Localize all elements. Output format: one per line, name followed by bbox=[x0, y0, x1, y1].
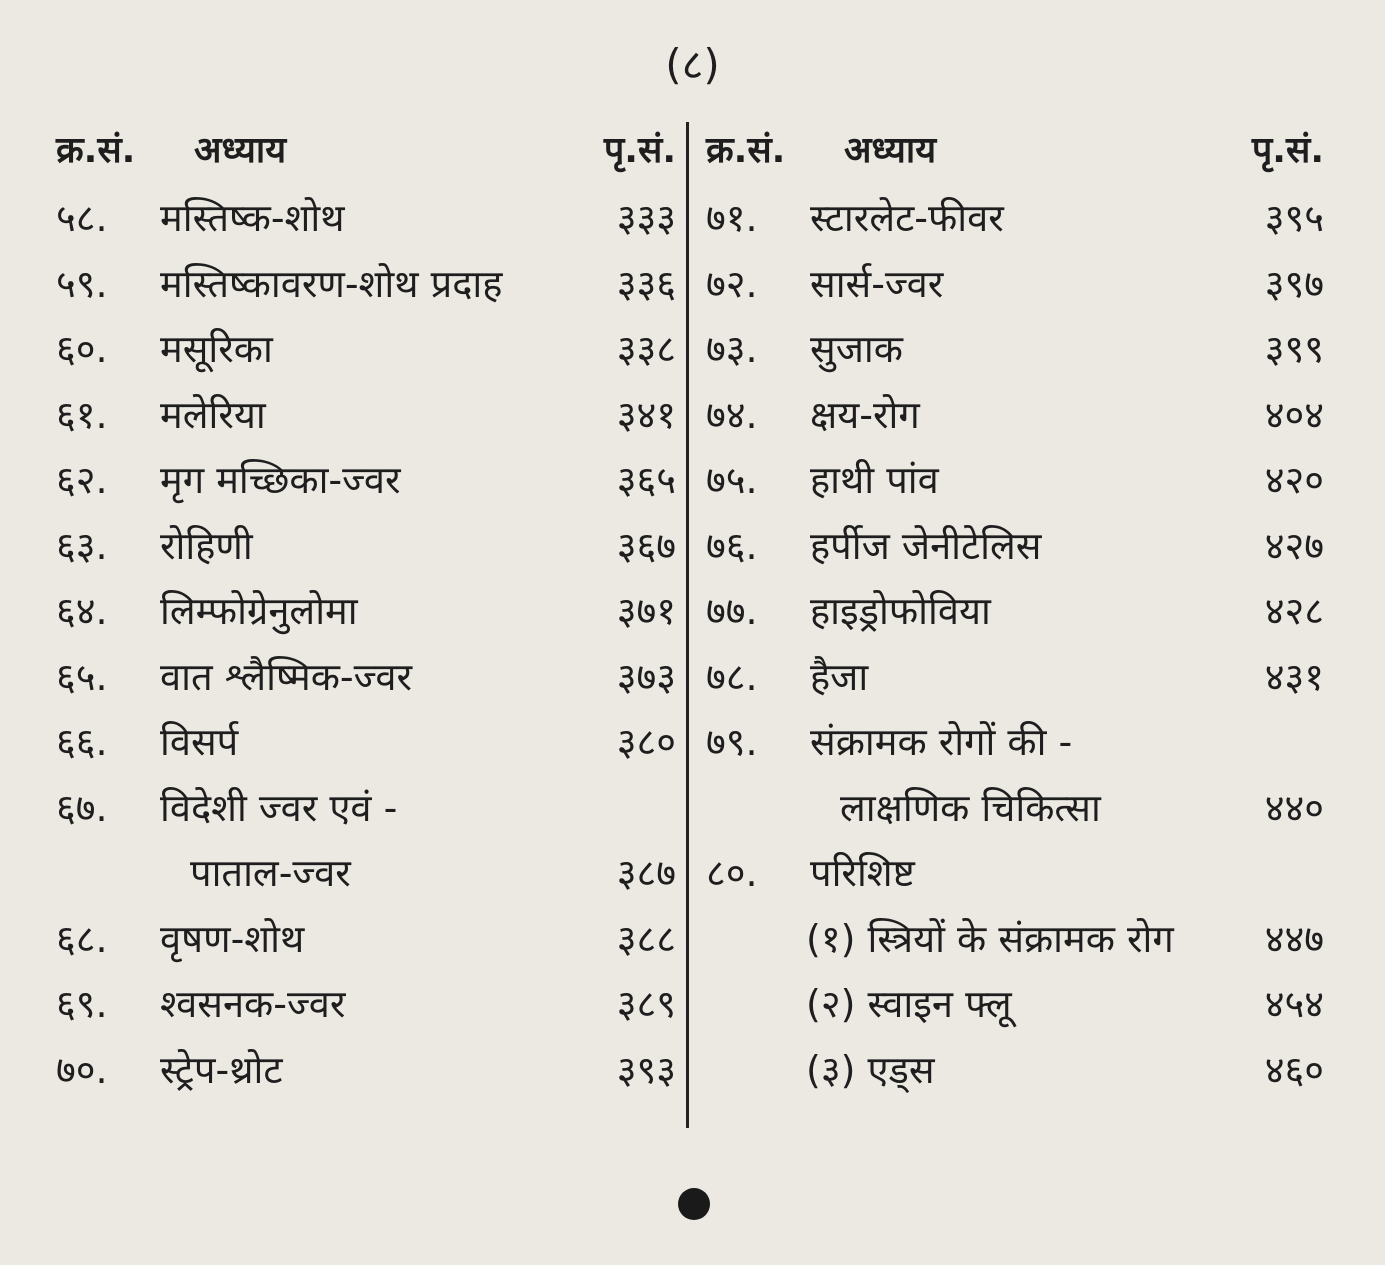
entry-number: ६२. bbox=[56, 458, 108, 502]
toc-subentry bbox=[706, 1038, 1324, 1104]
entry-page: ४६० bbox=[1264, 1047, 1324, 1092]
entry-title: मृग मच्छिका-ज्वर bbox=[160, 458, 401, 502]
entry-number: ६६. bbox=[56, 720, 108, 764]
toc-entry bbox=[56, 448, 676, 514]
entry-title: सुजाक bbox=[810, 327, 903, 371]
entry-page: ३३३ bbox=[616, 196, 676, 240]
entry-title: पाताल-ज्वर bbox=[190, 851, 351, 895]
entry-number: ६७. bbox=[56, 785, 108, 830]
entry-page: ३८९ bbox=[616, 982, 676, 1026]
entry-page: ४२८ bbox=[1264, 589, 1324, 633]
toc-entry bbox=[56, 186, 676, 252]
toc-entry bbox=[706, 579, 1324, 645]
entry-page: ४२७ bbox=[1264, 523, 1324, 568]
entry-title: स्टारलेट-फीवर bbox=[810, 196, 1004, 240]
entry-title: (१) स्त्रियों के संक्रामक रोग bbox=[806, 916, 1174, 961]
entry-number: ७८. bbox=[706, 654, 758, 699]
toc-entry bbox=[56, 514, 676, 580]
toc-entry bbox=[56, 1038, 676, 1104]
entry-number: ७७. bbox=[706, 589, 758, 633]
toc-entry bbox=[56, 972, 676, 1038]
entry-number: ७३. bbox=[706, 327, 758, 371]
entry-page: ३७१ bbox=[616, 589, 676, 633]
entry-title: वृषण-शोथ bbox=[160, 916, 305, 961]
entry-title: लिम्फोग्रेनुलोमा bbox=[160, 589, 358, 633]
entry-page: ३६५ bbox=[616, 458, 676, 502]
toc-entry bbox=[56, 252, 676, 318]
page-header: पृ.सं. bbox=[603, 130, 676, 171]
right-entry-list bbox=[706, 186, 1324, 1103]
entry-title: मलेरिया bbox=[160, 392, 266, 437]
right-column bbox=[706, 120, 1324, 1103]
entry-page: ४०४ bbox=[1264, 392, 1324, 437]
entry-title: विसर्प bbox=[160, 720, 239, 764]
entry-number: ५९. bbox=[56, 261, 108, 306]
entry-number: ६०. bbox=[56, 327, 108, 371]
entry-number: ७५. bbox=[706, 458, 758, 502]
entry-page: ४२० bbox=[1264, 458, 1324, 502]
chapter-header: अध्याय bbox=[194, 130, 287, 171]
entry-page: ३६७ bbox=[616, 523, 676, 568]
entry-title: मस्तिष्क-शोथ bbox=[160, 196, 345, 240]
toc-entry bbox=[706, 514, 1324, 580]
entry-number: ७१. bbox=[706, 196, 758, 240]
toc-entry bbox=[56, 579, 676, 645]
left-column bbox=[56, 120, 676, 1103]
entry-title: हाथी पांव bbox=[810, 458, 939, 502]
left-header bbox=[56, 120, 676, 182]
entry-page: ४३१ bbox=[1264, 654, 1324, 699]
entry-page: ३९९ bbox=[1264, 327, 1324, 371]
toc-entry bbox=[56, 317, 676, 383]
entry-title: मस्तिष्कावरण-शोथ प्रदाह bbox=[160, 261, 503, 306]
entry-number: ५८. bbox=[56, 196, 108, 240]
toc-entry bbox=[56, 776, 676, 842]
entry-title: विदेशी ज्वर एवं - bbox=[160, 785, 398, 830]
entry-page: ३८७ bbox=[616, 851, 676, 895]
toc-entry bbox=[706, 186, 1324, 252]
left-entry-list bbox=[56, 186, 676, 1103]
entry-number: ६५. bbox=[56, 654, 108, 699]
toc-entry-continuation bbox=[706, 776, 1324, 842]
entry-page: ३९५ bbox=[1264, 196, 1324, 240]
entry-title: मसूरिका bbox=[160, 327, 273, 371]
entry-page: ३८८ bbox=[616, 916, 676, 961]
toc-entry bbox=[706, 383, 1324, 449]
entry-number: ७२. bbox=[706, 261, 758, 306]
toc-entry bbox=[706, 252, 1324, 318]
entry-number: ६४. bbox=[56, 589, 108, 633]
entry-title: परिशिष्ट bbox=[810, 851, 915, 895]
entry-number: ८०. bbox=[706, 851, 758, 895]
entry-title: हाइड्रोफोविया bbox=[810, 589, 991, 633]
entry-title: संक्रामक रोगों की - bbox=[810, 720, 1073, 764]
column-divider bbox=[686, 122, 689, 1128]
toc-entry bbox=[56, 383, 676, 449]
entry-title: (२) स्वाइन फ्लू bbox=[806, 982, 1012, 1026]
entry-number: ७९. bbox=[706, 720, 758, 764]
entry-page: ३३८ bbox=[616, 327, 676, 371]
entry-title: स्ट्रेप-थ्रोट bbox=[160, 1047, 283, 1092]
toc-entry bbox=[56, 645, 676, 711]
entry-page: ३९७ bbox=[1264, 261, 1324, 306]
entry-title: लाक्षणिक चिकित्सा bbox=[840, 785, 1101, 830]
toc-subentry bbox=[706, 972, 1324, 1038]
entry-title: क्षय-रोग bbox=[810, 392, 920, 437]
toc-entry bbox=[706, 448, 1324, 514]
entry-title: सार्स-ज्वर bbox=[810, 261, 944, 306]
entry-number: ६१. bbox=[56, 392, 108, 437]
entry-number: ७४. bbox=[706, 392, 758, 437]
bullet-dot-icon bbox=[678, 1188, 710, 1220]
entry-number: ६८. bbox=[56, 916, 108, 961]
entry-number: ६३. bbox=[56, 523, 108, 568]
entry-title: (३) एड्स bbox=[806, 1047, 935, 1092]
toc-entry bbox=[706, 645, 1324, 711]
chapter-header: अध्याय bbox=[844, 130, 937, 171]
entry-page: ३४१ bbox=[616, 392, 676, 437]
entry-page: ४४७ bbox=[1264, 916, 1324, 961]
entry-title: हर्पीज जेनीटेलिस bbox=[810, 523, 1042, 568]
toc-subentry bbox=[706, 907, 1324, 973]
entry-number: ६९. bbox=[56, 982, 108, 1026]
entry-page: ३७३ bbox=[616, 654, 676, 699]
entry-page: ३९३ bbox=[616, 1047, 676, 1092]
entry-title: रोहिणी bbox=[160, 523, 253, 568]
page-header: पृ.सं. bbox=[1251, 130, 1324, 171]
toc-entry bbox=[56, 710, 676, 776]
serial-header: क्र.सं. bbox=[56, 130, 136, 171]
right-header bbox=[706, 120, 1324, 182]
toc-entry-continuation bbox=[56, 841, 676, 907]
entry-page: ३८० bbox=[616, 720, 676, 764]
entry-title: वात श्लैष्मिक-ज्वर bbox=[160, 654, 413, 699]
entry-title: श्वसनक-ज्वर bbox=[160, 982, 346, 1026]
serial-header: क्र.सं. bbox=[706, 130, 786, 171]
entry-number: ७०. bbox=[56, 1047, 108, 1092]
entry-title: हैजा bbox=[810, 654, 869, 699]
entry-number: ७६. bbox=[706, 523, 758, 568]
entry-page: ४४० bbox=[1264, 785, 1324, 830]
page-number: (८) bbox=[665, 40, 720, 89]
toc-entry bbox=[56, 907, 676, 973]
entry-page: ४५४ bbox=[1264, 982, 1324, 1026]
entry-page: ३३६ bbox=[616, 261, 676, 306]
toc-entry bbox=[706, 841, 1324, 907]
toc-entry bbox=[706, 710, 1324, 776]
toc-entry bbox=[706, 317, 1324, 383]
